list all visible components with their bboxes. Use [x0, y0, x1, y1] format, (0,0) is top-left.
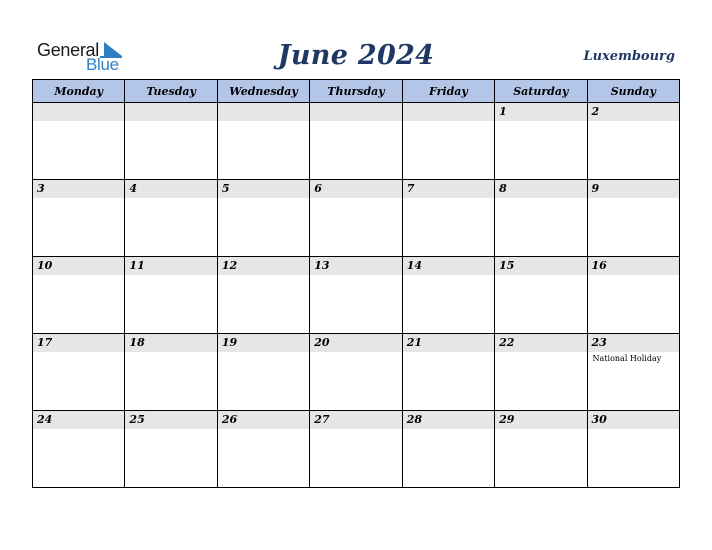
day-number: 12: [218, 257, 309, 275]
day-number: 8: [495, 180, 586, 198]
day-cell: [33, 411, 125, 488]
day-cell: [495, 411, 587, 488]
day-cell: [495, 103, 587, 180]
day-number: 2: [588, 103, 679, 121]
day-cell: [587, 103, 679, 180]
week-row: [33, 180, 680, 257]
weekday-header-row: [33, 80, 680, 103]
week-row: [33, 103, 680, 180]
day-cell: [587, 257, 679, 334]
day-number: 9: [588, 180, 679, 198]
logo-text-general: General: [37, 40, 99, 60]
day-cell: [310, 103, 402, 180]
calendar-body: [33, 103, 680, 488]
day-cell: [495, 257, 587, 334]
day-cell: [217, 180, 309, 257]
calendar-title: June 2024: [277, 40, 435, 71]
day-cell: [587, 180, 679, 257]
holiday-label: National Holiday: [592, 354, 662, 363]
weekday-header: Wednesday: [217, 80, 309, 103]
weekday-header: Saturday: [495, 80, 587, 103]
day-cell: [310, 334, 402, 411]
day-number: 22: [495, 334, 586, 352]
day-number: 11: [125, 257, 216, 275]
day-number: 16: [588, 257, 679, 275]
day-cell: [402, 334, 494, 411]
day-number: [125, 103, 216, 121]
day-number: [218, 103, 309, 121]
day-number: 20: [310, 334, 401, 352]
day-number: 29: [495, 411, 586, 429]
day-number: [33, 103, 124, 121]
weekday-header: Friday: [402, 80, 494, 103]
day-number: 21: [403, 334, 494, 352]
day-number: 15: [495, 257, 586, 275]
day-cell: [217, 334, 309, 411]
day-number: 24: [33, 411, 124, 429]
week-row: [33, 257, 680, 334]
day-number: 13: [310, 257, 401, 275]
day-cell: [587, 334, 679, 411]
weekday-header: Tuesday: [125, 80, 217, 103]
day-cell: [33, 257, 125, 334]
day-cell: [310, 411, 402, 488]
weekday-header: Monday: [33, 80, 125, 103]
day-number: [403, 103, 494, 121]
day-number: 26: [218, 411, 309, 429]
country-name: Luxembourg: [583, 49, 675, 64]
day-number: 19: [218, 334, 309, 352]
day-cell: [125, 180, 217, 257]
day-cell: [310, 180, 402, 257]
day-cell: [402, 411, 494, 488]
week-row: [33, 334, 680, 411]
day-number: 28: [403, 411, 494, 429]
week-row: [33, 411, 680, 488]
day-cell: [33, 103, 125, 180]
day-number: 30: [588, 411, 679, 429]
logo-text-blue: Blue: [86, 55, 119, 74]
day-cell: [217, 411, 309, 488]
weekday-header: Thursday: [310, 80, 402, 103]
day-number: 10: [33, 257, 124, 275]
day-number: 18: [125, 334, 216, 352]
day-number: 1: [495, 103, 586, 121]
day-cell: [402, 103, 494, 180]
day-cell: [33, 334, 125, 411]
day-number: 25: [125, 411, 216, 429]
day-cell: [125, 334, 217, 411]
calendar-grid: [32, 79, 680, 488]
day-number: 14: [403, 257, 494, 275]
day-cell: [217, 103, 309, 180]
day-cell: [310, 257, 402, 334]
day-cell: [402, 257, 494, 334]
day-cell: [125, 103, 217, 180]
day-number: 5: [218, 180, 309, 198]
day-number: 4: [125, 180, 216, 198]
day-cell: [33, 180, 125, 257]
day-number: 3: [33, 180, 124, 198]
day-cell: [495, 180, 587, 257]
day-cell: [495, 334, 587, 411]
day-number: 27: [310, 411, 401, 429]
day-cell: [125, 411, 217, 488]
day-number: [310, 103, 401, 121]
day-number: 6: [310, 180, 401, 198]
day-number: 7: [403, 180, 494, 198]
day-cell: [217, 257, 309, 334]
day-cell: [125, 257, 217, 334]
weekday-header: Sunday: [587, 80, 679, 103]
day-number: 23: [588, 334, 679, 352]
day-cell: [587, 411, 679, 488]
day-number: 17: [33, 334, 124, 352]
day-cell: [402, 180, 494, 257]
